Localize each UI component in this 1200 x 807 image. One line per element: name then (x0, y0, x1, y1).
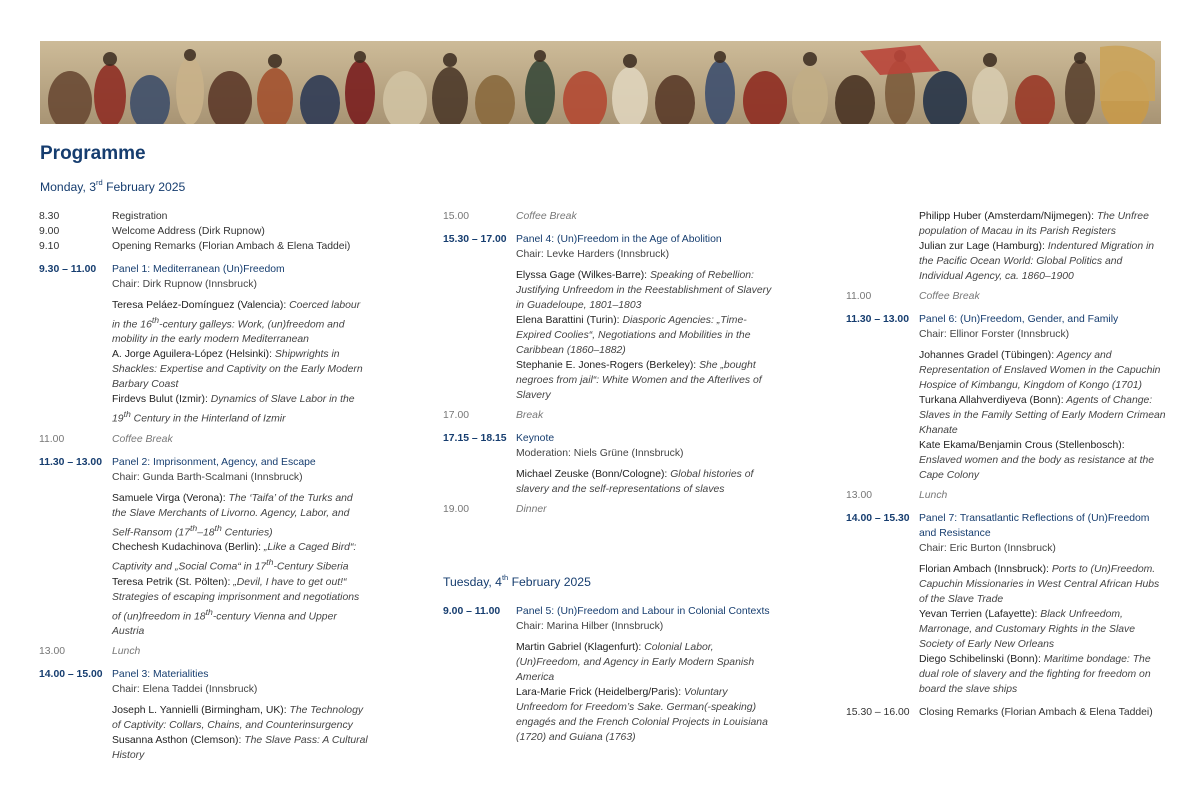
talk-title: Voluntary Unfreedom for Freedom’s Sake. German(-speaking) engagés and the French Colonial Projects in Louisiana (1720) and Guiana (1763) (516, 687, 768, 743)
talk-title: Dynamics of Slave Labor in the 19 (112, 394, 355, 425)
panel-chair: Chair: Ellinor Forster (Innsbruck) (919, 329, 1070, 340)
break-label: Coffee Break (112, 433, 173, 445)
session-time: 17.00 (443, 410, 470, 421)
session-time: 9.30 – 11.00 (39, 264, 97, 275)
panel-4 (443, 232, 773, 403)
panel-title: Keynote (516, 433, 555, 444)
speaker-name: Philipp Huber (Amsterdam/Nijmegen): (919, 211, 1094, 222)
session-title: Registration (112, 211, 168, 222)
panel-chair: Chair: Dirk Rupnow (Innsbruck) (112, 279, 257, 290)
speaker-entry (112, 298, 369, 347)
speaker-name: Chechesh Kudachinova (Berlin): (112, 542, 262, 554)
talk-title: The Technology of Captivity: Collars, Chains, and Counterinsurgency (112, 705, 364, 732)
panel-title: Panel 1: Mediterranean (Un)Freedom (112, 264, 285, 275)
break-label: Break (516, 410, 544, 421)
talk-title: Colonial Labor, (Un)Freedom, and Agency in Early Modern Spanish America (516, 642, 755, 683)
speaker-name: Diego Schibelinski (Bonn): (919, 654, 1041, 665)
schedule-row (846, 209, 1168, 284)
ordinal: th (214, 522, 222, 533)
break-label: Coffee Break (919, 291, 980, 302)
speaker-entry (919, 607, 1168, 652)
speaker-entry (919, 239, 1168, 284)
speaker-entry (112, 347, 369, 392)
speaker-entry (516, 467, 773, 497)
talk-title: Global histories of slavery and the self-representations of slaves (516, 469, 754, 495)
schedule-column-1 (39, 209, 369, 763)
speaker-name: Elyssa Gage (Wilkes-Barre): (516, 270, 648, 281)
speaker-name: Elena Barattini (Turin): (516, 315, 620, 326)
panel-7 (846, 511, 1168, 697)
ordinal: th (151, 315, 160, 325)
break-label: Lunch (112, 646, 141, 658)
speaker-name: Julian zur Lage (Hamburg): (919, 241, 1045, 252)
break-row (846, 289, 1168, 304)
session-time: 15.00 (443, 211, 470, 222)
panel-title: Panel 7: Transatlantic Reflections of (Un)Freedom and Resistance (919, 513, 1150, 539)
schedule-column-2-tuesday (443, 604, 773, 745)
speaker-name: Samuele Virga (Verona): (112, 492, 226, 504)
session-time: 17.15 – 18.15 (443, 433, 507, 444)
speaker-name: A. Jorge Aguilera-López (Helsinki): (112, 349, 272, 361)
talk-title: „Devil, I have to get out!“ Strategies of escaping imprisonment and negotiations of (un)freedom in 18 (112, 576, 360, 623)
session-title: Welcome Address (Dirk Rupnow) (112, 226, 265, 237)
talk-title: Coerced labour in the 16 (112, 300, 361, 331)
speaker-entry (112, 733, 369, 763)
session-title: Opening Remarks (Florian Ambach & Elena Taddei) (112, 241, 351, 252)
speaker-entry (112, 575, 369, 639)
panel-chair: Chair: Levke Harders (Innsbruck) (516, 249, 670, 260)
speaker-name: Joseph L. Yannielli (Birmingham, UK): (112, 705, 287, 717)
panel-chair: Chair: Marina Hilber (Innsbruck) (516, 621, 664, 632)
session-time: 11.30 – 13.00 (39, 456, 102, 468)
session-time: 11.00 (39, 433, 65, 445)
talk-title: The ‘Taifa’ of the Turks and the Slave Merchants of Livorno. Agency, Labor, and Self-Ransom (17 (112, 492, 353, 539)
panel-chair: Moderation: Niels Grüne (Innsbruck) (516, 448, 684, 459)
day-heading-tuesday (443, 574, 591, 590)
speaker-entry (919, 209, 1168, 239)
break-label: Coffee Break (516, 211, 577, 222)
session-time: 9.00 (39, 226, 60, 237)
speaker-name: Teresa Petrik (St. Pölten): (112, 576, 231, 588)
talk-title: Maritime bondage: The dual role of slavery and the fighting for freedom on board the slave ships (919, 654, 1151, 695)
panel-chair: Chair: Elena Taddei (Innsbruck) (112, 684, 258, 696)
panel-6 (846, 312, 1168, 483)
day-heading-monday (40, 179, 185, 195)
panel-chair: Chair: Gunda Barth-Scalmani (Innsbruck) (112, 471, 303, 483)
panel-title: Panel 3: Materialities (112, 669, 209, 681)
speaker-entry (919, 562, 1168, 607)
keynote (443, 431, 773, 497)
closing-row (846, 705, 1168, 720)
talk-title: Agents of Change: Slaves in the Family Setting of Early Modern Crimean Khanate (919, 395, 1166, 436)
session-time: 14.00 – 15.00 (39, 669, 103, 681)
break-row (39, 644, 369, 659)
speaker-name: Stephanie E. Jones-Rogers (Berkeley): (516, 360, 697, 371)
session-time: 19.00 (443, 504, 470, 515)
speaker-name: Yevan Terrien (Lafayette): (919, 609, 1038, 620)
panel-title: Panel 4: (Un)Freedom in the Age of Abolition (516, 234, 722, 245)
speaker-name: Johannes Gradel (Tübingen): (919, 350, 1055, 361)
speaker-name: Florian Ambach (Innsbruck): (919, 564, 1049, 575)
ordinal: th (123, 409, 131, 420)
speaker-name: Susanna Asthon (Clemson): (112, 735, 242, 747)
speaker-name: Lara-Marie Frick (Heidelberg/Paris): (516, 687, 682, 698)
session-time: 11.30 – 13.00 (846, 314, 909, 325)
break-row (443, 209, 773, 224)
speaker-entry (516, 685, 773, 745)
talk-title: The Slave Pass: A Cultural History (112, 735, 368, 762)
speaker-name: Turkana Allahverdiyeva (Bonn): (919, 395, 1064, 406)
panel-3 (39, 667, 369, 763)
speaker-entry (516, 313, 773, 358)
schedule-row (39, 209, 369, 224)
speaker-name: Michael Zeuske (Bonn/Cologne): (516, 469, 668, 480)
panel-title: Panel 6: (Un)Freedom, Gender, and Family (919, 314, 1119, 325)
speaker-entry (112, 540, 369, 574)
ordinal: th (266, 557, 274, 568)
talk-title: Agency and Representation of Enslaved Women in the Capuchin Hospice of Kimbangu, Kingdom of Kongo (1701) (919, 350, 1161, 391)
panel-chair: Chair: Eric Burton (Innsbruck) (919, 543, 1056, 554)
session-time: 13.00 (39, 646, 66, 658)
talk-title: -Century Siberia (273, 561, 349, 573)
talk-title: -century galleys: Work, (un)freedom and mobility in the early modern Mediterranean (112, 319, 345, 346)
talk-title: The Unfree population of Macau in its Parish Registers (919, 211, 1149, 237)
schedule-column-3 (846, 209, 1168, 720)
session-time: 15.30 – 16.00 (846, 707, 910, 718)
talk-title: Centuries) (221, 527, 273, 539)
talk-title: Diasporic Agencies: „Time-Expired Coolies“, Negotiations and Mobilities in the Caribbean (1860–1882) (516, 315, 751, 356)
day-ordinal: th (501, 572, 509, 582)
break-row (846, 488, 1168, 503)
schedule-row (39, 224, 369, 239)
talk-title: Ports to (Un)Freedom. Capuchin Missionaries in West Central African Hubs of the Slave Trade (919, 564, 1160, 605)
talk-title: „Like a Caged Bird“: Captivity and „Social Coma“ in 17 (112, 542, 357, 573)
speaker-name: Firdevs Bulut (Izmir): (112, 394, 208, 406)
talk-title: Century in the Hinterland of Izmir (130, 413, 286, 425)
break-row (443, 408, 773, 423)
talk-title: Black Unfreedom, Marronage, and Customary Rights in the Slave Society of Early New Orleans (919, 609, 1136, 650)
speaker-entry (919, 438, 1168, 483)
talk-title: Enslaved women and the body as resistance at the Cape Colony (919, 455, 1155, 481)
schedule-column-2 (443, 209, 773, 517)
speaker-entry (516, 640, 773, 685)
day-heading-text: Monday, 3 (40, 180, 97, 194)
day-heading-text: February 2025 (508, 575, 591, 589)
speaker-entry (919, 393, 1168, 438)
break-label: Lunch (919, 490, 948, 501)
schedule-row (39, 239, 369, 254)
panel-2 (39, 455, 369, 639)
speaker-name: Teresa Peláez-Domínguez (Valencia): (112, 300, 287, 311)
talk-title: Shipwrights in Shackles: Expertise and Captivity on the Early Modern Barbary Coast (112, 349, 363, 391)
speaker-entry (516, 268, 773, 313)
speaker-entry (919, 348, 1168, 393)
day-ordinal: rd (96, 177, 103, 187)
session-time: 11.00 (846, 291, 872, 302)
session-time: 14.00 – 15.30 (846, 513, 910, 524)
ordinal: th (189, 522, 198, 533)
panel-title: Panel 2: Imprisonment, Agency, and Escape (112, 456, 316, 468)
session-time: 8.30 (39, 211, 60, 222)
speaker-entry (516, 358, 773, 403)
header-banner-image (40, 41, 1161, 124)
speaker-entry (112, 703, 369, 733)
panel-title: Panel 5: (Un)Freedom and Labour in Colonial Contexts (516, 606, 770, 617)
break-label: Dinner (516, 504, 547, 515)
speaker-name: Martin Gabriel (Klagenfurt): (516, 642, 642, 653)
speaker-entry (919, 652, 1168, 697)
session-time: 9.00 – 11.00 (443, 606, 501, 617)
session-time: 9.10 (39, 241, 60, 252)
speaker-name: Kate Ekama/Benjamin Crous (Stellenbosch): (919, 440, 1125, 451)
session-time: 15.30 – 17.00 (443, 234, 507, 245)
crowd-painting-illustration (40, 41, 1161, 124)
page-title: Programme (40, 143, 146, 164)
break-row (39, 432, 369, 447)
day-heading-text: Tuesday, 4 (443, 575, 502, 589)
talk-title: Speaking of Rebellion: Justifying Unfreedom in the Reestablishment of Slavery in Guadeloupe, 1801–1803 (516, 270, 772, 311)
panel-1 (39, 262, 369, 427)
speaker-entry (112, 491, 369, 540)
talk-title: She „bought negroes from jail“: White Women and the Afterlives of Slavery (516, 360, 762, 401)
talk-title: –18 (197, 527, 215, 539)
talk-title: Indentured Migration in the Pacific Ocean World: Global Politics and Individual Agency, ca. 1860–1900 (919, 241, 1155, 282)
day-heading-text: February 2025 (102, 180, 186, 194)
talk-title: -century Vienna and Upper Austria (112, 611, 337, 638)
session-time: 13.00 (846, 490, 873, 501)
break-row (443, 502, 773, 517)
ordinal: th (205, 606, 213, 617)
speaker-entry (112, 392, 369, 426)
session-title: Closing Remarks (Florian Ambach & Elena Taddei) (919, 707, 1153, 718)
panel-5 (443, 604, 773, 745)
